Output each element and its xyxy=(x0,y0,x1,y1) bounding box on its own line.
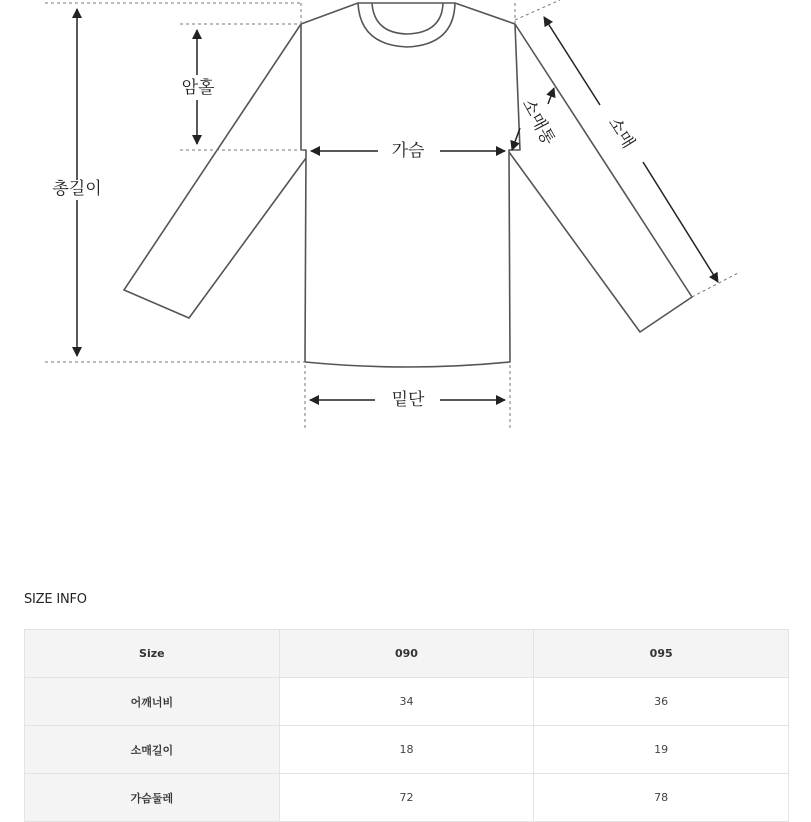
table-row xyxy=(25,774,789,822)
table-header-row xyxy=(25,630,789,678)
table-cell: 72 xyxy=(279,774,534,822)
right-sleeve xyxy=(509,24,692,332)
sleeve-arrow xyxy=(643,162,718,282)
hem-label: 밑단 xyxy=(391,390,425,410)
header-cell-090: 090 xyxy=(279,630,534,678)
shirt-outline xyxy=(124,3,692,367)
row-label-shoulder-width: 어깨너비 xyxy=(25,678,280,726)
table-cell: 78 xyxy=(534,774,789,822)
sleeve-opening-arrow xyxy=(548,88,554,104)
header-cell-size: Size xyxy=(25,630,280,678)
shirt-body xyxy=(301,3,520,367)
collar-inner xyxy=(372,3,443,34)
table-cell: 36 xyxy=(534,678,789,726)
chest-label: 가슴 xyxy=(391,141,425,161)
header-cell-095: 095 xyxy=(534,630,789,678)
table-row xyxy=(25,726,789,774)
guide-lines xyxy=(45,0,740,428)
sleeve-label: 소매 xyxy=(603,113,639,153)
total-length-label: 총길이 xyxy=(52,179,102,199)
left-sleeve xyxy=(124,24,306,318)
row-label-chest-circumference: 가슴둘레 xyxy=(25,774,280,822)
size-info-table xyxy=(24,629,789,822)
table-cell: 19 xyxy=(534,726,789,774)
table-row xyxy=(25,678,789,726)
table-cell: 18 xyxy=(279,726,534,774)
armhole-label: 암홀 xyxy=(181,78,215,98)
row-label-sleeve-length: 소매길이 xyxy=(25,726,280,774)
sleeve-opening-label: 소매통 xyxy=(517,95,559,149)
size-info-title: SIZE INFO xyxy=(24,592,87,607)
table-cell: 34 xyxy=(279,678,534,726)
